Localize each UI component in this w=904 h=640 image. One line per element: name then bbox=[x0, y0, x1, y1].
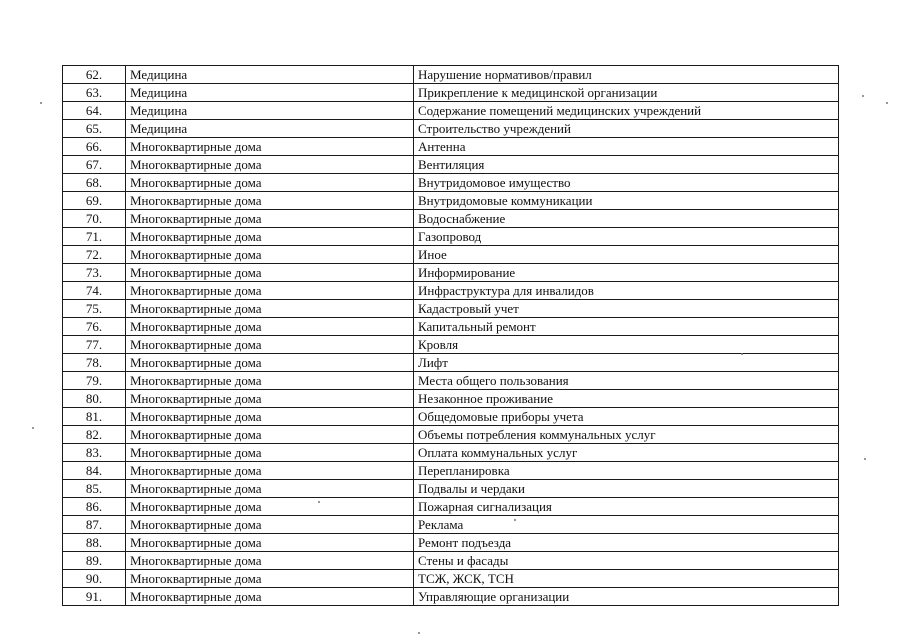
row-number-cell: 65. bbox=[63, 120, 126, 138]
table-row bbox=[63, 354, 839, 372]
topic-cell: Содержание помещений медицинских учреждений bbox=[414, 102, 839, 120]
category-cell: Многоквартирные дома bbox=[126, 210, 414, 228]
table-row bbox=[63, 336, 839, 354]
category-cell: Многоквартирные дома bbox=[126, 372, 414, 390]
table-row bbox=[63, 372, 839, 390]
table-row bbox=[63, 174, 839, 192]
scan-speck bbox=[741, 353, 743, 355]
topic-cell: Места общего пользования bbox=[414, 372, 839, 390]
scan-speck bbox=[862, 95, 864, 97]
row-number-cell: 76. bbox=[63, 318, 126, 336]
category-cell: Многоквартирные дома bbox=[126, 480, 414, 498]
row-number-cell: 78. bbox=[63, 354, 126, 372]
category-cell: Многоквартирные дома bbox=[126, 318, 414, 336]
topic-cell: Ремонт подъезда bbox=[414, 534, 839, 552]
row-number-cell: 88. bbox=[63, 534, 126, 552]
row-number-cell: 62. bbox=[63, 66, 126, 84]
row-number-cell: 81. bbox=[63, 408, 126, 426]
table-row bbox=[63, 480, 839, 498]
topics-table bbox=[62, 65, 839, 606]
row-number-cell: 86. bbox=[63, 498, 126, 516]
table-row bbox=[63, 84, 839, 102]
category-cell: Многоквартирные дома bbox=[126, 408, 414, 426]
topic-cell: Внутридомовые коммуникации bbox=[414, 192, 839, 210]
topic-cell: Реклама bbox=[414, 516, 839, 534]
table-row bbox=[63, 210, 839, 228]
row-number-cell: 67. bbox=[63, 156, 126, 174]
category-cell: Многоквартирные дома bbox=[126, 192, 414, 210]
topic-cell: Строительство учреждений bbox=[414, 120, 839, 138]
table-row bbox=[63, 588, 839, 606]
row-number-cell: 72. bbox=[63, 246, 126, 264]
topic-cell: Иное bbox=[414, 246, 839, 264]
scan-speck bbox=[32, 427, 34, 429]
scan-speck bbox=[864, 458, 866, 460]
table-row bbox=[63, 138, 839, 156]
topic-cell: Антенна bbox=[414, 138, 839, 156]
topic-cell: Пожарная сигнализация bbox=[414, 498, 839, 516]
category-cell: Многоквартирные дома bbox=[126, 174, 414, 192]
category-cell: Многоквартирные дома bbox=[126, 282, 414, 300]
table-row bbox=[63, 516, 839, 534]
row-number-cell: 71. bbox=[63, 228, 126, 246]
topic-cell: Объемы потребления коммунальных услуг bbox=[414, 426, 839, 444]
category-cell: Многоквартирные дома bbox=[126, 390, 414, 408]
table-row bbox=[63, 264, 839, 282]
row-number-cell: 70. bbox=[63, 210, 126, 228]
category-cell: Многоквартирные дома bbox=[126, 336, 414, 354]
topic-cell: Вентиляция bbox=[414, 156, 839, 174]
table-row bbox=[63, 300, 839, 318]
category-cell: Многоквартирные дома bbox=[126, 354, 414, 372]
topic-cell: Инфраструктура для инвалидов bbox=[414, 282, 839, 300]
category-cell: Медицина bbox=[126, 102, 414, 120]
row-number-cell: 64. bbox=[63, 102, 126, 120]
table-row bbox=[63, 570, 839, 588]
category-cell: Многоквартирные дома bbox=[126, 516, 414, 534]
row-number-cell: 80. bbox=[63, 390, 126, 408]
category-cell: Многоквартирные дома bbox=[126, 444, 414, 462]
row-number-cell: 73. bbox=[63, 264, 126, 282]
row-number-cell: 79. bbox=[63, 372, 126, 390]
category-cell: Многоквартирные дома bbox=[126, 534, 414, 552]
category-cell: Многоквартирные дома bbox=[126, 570, 414, 588]
row-number-cell: 84. bbox=[63, 462, 126, 480]
topic-cell: Оплата коммунальных услуг bbox=[414, 444, 839, 462]
topic-cell: Капитальный ремонт bbox=[414, 318, 839, 336]
category-cell: Многоквартирные дома bbox=[126, 156, 414, 174]
topic-cell: Кадастровый учет bbox=[414, 300, 839, 318]
table-row bbox=[63, 462, 839, 480]
row-number-cell: 69. bbox=[63, 192, 126, 210]
table-row bbox=[63, 444, 839, 462]
row-number-cell: 68. bbox=[63, 174, 126, 192]
row-number-cell: 63. bbox=[63, 84, 126, 102]
category-cell: Многоквартирные дома bbox=[126, 246, 414, 264]
topic-cell: Кровля bbox=[414, 336, 839, 354]
category-cell: Многоквартирные дома bbox=[126, 300, 414, 318]
table-row bbox=[63, 66, 839, 84]
scan-speck bbox=[886, 102, 888, 104]
topic-cell: Водоснабжение bbox=[414, 210, 839, 228]
table-row bbox=[63, 498, 839, 516]
row-number-cell: 85. bbox=[63, 480, 126, 498]
category-cell: Медицина bbox=[126, 66, 414, 84]
table-row bbox=[63, 120, 839, 138]
table-row bbox=[63, 390, 839, 408]
table-body bbox=[63, 66, 839, 606]
category-cell: Многоквартирные дома bbox=[126, 426, 414, 444]
table-row bbox=[63, 282, 839, 300]
table-row bbox=[63, 318, 839, 336]
topic-cell: Нарушение нормативов/правил bbox=[414, 66, 839, 84]
table-row bbox=[63, 156, 839, 174]
scan-speck bbox=[514, 519, 516, 521]
category-cell: Многоквартирные дома bbox=[126, 138, 414, 156]
row-number-cell: 87. bbox=[63, 516, 126, 534]
row-number-cell: 77. bbox=[63, 336, 126, 354]
table-row bbox=[63, 102, 839, 120]
scan-speck bbox=[318, 501, 320, 503]
row-number-cell: 90. bbox=[63, 570, 126, 588]
table-row bbox=[63, 408, 839, 426]
topic-cell: Незаконное проживание bbox=[414, 390, 839, 408]
table-row bbox=[63, 228, 839, 246]
scan-speck bbox=[40, 102, 42, 104]
table-row bbox=[63, 426, 839, 444]
row-number-cell: 66. bbox=[63, 138, 126, 156]
row-number-cell: 75. bbox=[63, 300, 126, 318]
topic-cell: Подвалы и чердаки bbox=[414, 480, 839, 498]
table-row bbox=[63, 192, 839, 210]
category-cell: Медицина bbox=[126, 120, 414, 138]
category-cell: Многоквартирные дома bbox=[126, 228, 414, 246]
topic-cell: ТСЖ, ЖСК, ТСН bbox=[414, 570, 839, 588]
row-number-cell: 74. bbox=[63, 282, 126, 300]
category-cell: Многоквартирные дома bbox=[126, 552, 414, 570]
category-cell: Многоквартирные дома bbox=[126, 264, 414, 282]
topic-cell: Лифт bbox=[414, 354, 839, 372]
topic-cell: Газопровод bbox=[414, 228, 839, 246]
topic-cell: Стены и фасады bbox=[414, 552, 839, 570]
topic-cell: Управляющие организации bbox=[414, 588, 839, 606]
category-cell: Многоквартирные дома bbox=[126, 462, 414, 480]
table-row bbox=[63, 552, 839, 570]
table-row bbox=[63, 246, 839, 264]
category-cell: Многоквартирные дома bbox=[126, 498, 414, 516]
scan-speck bbox=[418, 632, 420, 634]
category-cell: Многоквартирные дома bbox=[126, 588, 414, 606]
row-number-cell: 89. bbox=[63, 552, 126, 570]
topic-cell: Перепланировка bbox=[414, 462, 839, 480]
topic-cell: Прикрепление к медицинской организации bbox=[414, 84, 839, 102]
row-number-cell: 82. bbox=[63, 426, 126, 444]
topic-cell: Внутридомовое имущество bbox=[414, 174, 839, 192]
topic-cell: Информирование bbox=[414, 264, 839, 282]
topic-cell: Общедомовые приборы учета bbox=[414, 408, 839, 426]
category-cell: Медицина bbox=[126, 84, 414, 102]
table-row bbox=[63, 534, 839, 552]
row-number-cell: 91. bbox=[63, 588, 126, 606]
row-number-cell: 83. bbox=[63, 444, 126, 462]
